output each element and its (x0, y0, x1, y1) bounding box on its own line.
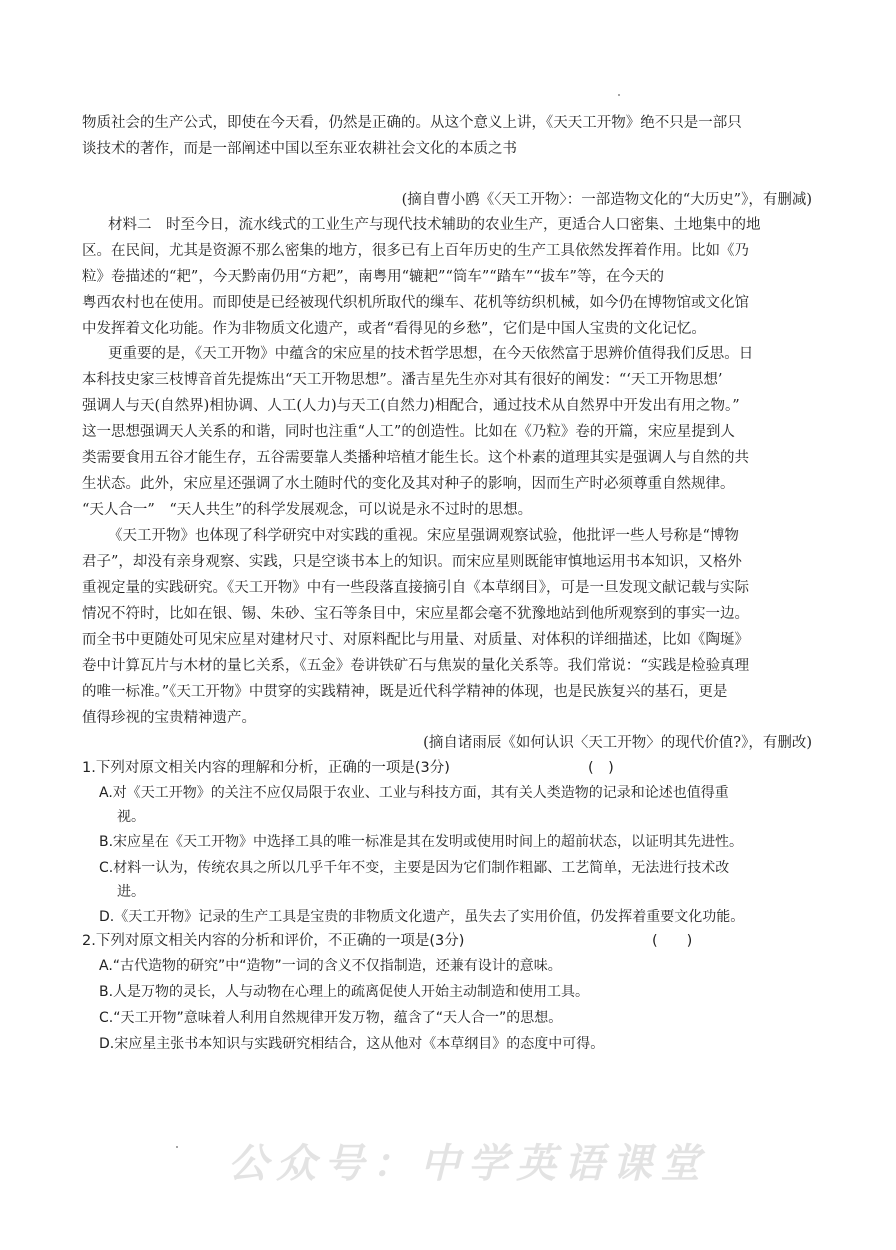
question-2-option-b: B.人是万物的灵长，人与动物在心理上的疏离促使人开始主动制造和使用工具。 (99, 984, 590, 1000)
material2-line-1: 材料二 时至今日，流水线式的工业生产与现代技术辅助的农业生产，更适合人口密集、土地集中的地 (108, 217, 761, 233)
question-2-option-a: A.“古代造物的研究”中“造物”一词的含义不仅指制造，还兼有设计的意味。 (99, 958, 562, 974)
para2-line-5: 类需要食用五谷才能生存，五谷需要靠人类播种培植才能生长。这个朴素的道理其实是强调人与自然的共 (82, 450, 749, 466)
material2-line-3: 粒》卷描述的“耙”，今天黔南仍用“方耙”，南粤用“辘耙”“筒车”“踏车”“拔车”等，在今天的 (82, 269, 664, 285)
para2-line-3: 强调人与天(自然界)相协调、人工(人力)与天工(自然力)相配合，通过技术从自然界中开发出有用之物。” (82, 398, 740, 414)
question-1-answer-blank: ( ) (588, 760, 614, 776)
top-line-1: 物质社会的生产公式，即使在今天看，仍然是正确的。从这个意义上讲，《天天工开物》绝不只是一部只 (82, 115, 742, 131)
question-2-stem: 2.下列对原文相关内容的分析和评价，不正确的一项是(3分) (82, 933, 465, 949)
para3-line-1: 《天工开物》也体现了科学研究中对实践的重视。宋应星强调观察试验，他批评一些人号称是“博物 (108, 528, 739, 544)
material2-line-2: 区。在民间，尤其是资源不那么密集的地方，很多已有上百年历史的生产工具依然发挥着作用。比如《乃 (82, 243, 749, 259)
question-1-option-c-cont: 进。 (117, 884, 145, 900)
material2-line-5: 中发挥着文化功能。作为非物质文化遗产，或者“看得见的乡愁”，它们是中国人宝贵的文化记忆。 (82, 321, 706, 337)
question-2-option-c: C.“天工开物”意味着人利用自然规律开发万物，蕴含了“天人合一”的思想。 (99, 1010, 563, 1026)
para3-line-3: 重视定量的实践研究。《天工开物》中有一些段落直接摘引自《本草纲目》，可是一旦发现文献记载与实际 (82, 580, 749, 596)
para3-line-8: 值得珍视的宝贵精神遗产。 (82, 710, 256, 726)
para3-line-7: 的唯一标准。”《天工开物》中贯穿的实践精神，既是近代科学精神的体现，也是民族复兴的基石，更是 (82, 684, 728, 700)
para2-line-2: 本科技史家三枝博音首先提炼出“天工开物思想”。潘吉星先生亦对其有很好的阐发：“‘天工开物思想’ (82, 372, 723, 388)
material2-line-4: 粤西农村也在使用。而即使是已经被现代织机所取代的缫车、花机等纺织机械，如今仍在博物馆或文化馆 (82, 295, 749, 311)
question-2-option-d: D.宋应星主张书本知识与实践研究相结合，这从他对《本草纲目》的态度中可得。 (99, 1036, 605, 1052)
scan-dot (176, 1146, 178, 1148)
question-1-option-c: C.材料一认为，传统农具之所以几乎千年不变，主要是因为它们制作粗鄙、工艺简单，无法进行技术改 (99, 860, 730, 876)
top-line-2: 谈技术的著作，而是一部阐述中国以至东亚农耕社会文化的本质之书 (82, 141, 517, 157)
question-2-answer-blank: ( ) (652, 933, 693, 949)
para2-line-7: “天人合一” “天人共生”的科学发展观念，可以说是永不过时的思想。 (82, 502, 533, 518)
question-1-option-d: D.《天工开物》记录的生产工具是宝贵的非物质文化遗产，虽失去了实用价值，仍发挥着重要文化功能。 (99, 909, 745, 925)
para2-line-1: 更重要的是，《天工开物》中蕴含的宋应星的技术哲学思想，在今天依然富于思辨价值得我们反思。日 (108, 346, 754, 362)
para3-line-5: 而全书中更随处可见宋应星对建材尺寸、对原料配比与用量、对质量、对体积的详细描述，比如《陶埏》 (82, 632, 749, 648)
source-citation-2: (摘自诸雨辰《如何认识〈天工开物〉的现代价值?》，有删改) (423, 735, 812, 751)
question-1-stem: 1.下列对原文相关内容的理解和分析，正确的一项是(3分) (82, 760, 450, 776)
question-1-option-b: B.宋应星在《天工开物》中选择工具的唯一标准是其在发明或使用时间上的超前状态，以证明其先进性。 (99, 834, 744, 850)
question-1-option-a: A.对《天工开物》的关注不应仅局限于农业、工业与科技方面，其有关人类造物的记录和论述也值得重 (99, 785, 729, 801)
para2-line-6: 生状态。此外，宋应星还强调了水土随时代的变化及其对种子的影响，因而生产时必须尊重自然规律。 (82, 476, 735, 492)
source-citation-1: (摘自曹小鸥《〈天工开物〉：一部造物文化的“大历史”》，有删减) (401, 192, 812, 208)
question-1-option-a-cont: 视。 (117, 809, 145, 825)
para3-line-6: 卷中计算瓦片与木材的量匕关系，《五金》卷讲铁矿石与焦炭的量化关系等。我们常说：“实践是检验真理 (82, 658, 750, 674)
para2-line-4: 这一思想强调天人关系的和谐，同时也注重“人工”的创造性。比如在《乃粒》卷的开篇，宋应星提到人 (82, 424, 735, 440)
scan-dot (618, 94, 620, 96)
para3-line-4: 情况不符时，比如在银、锡、朱砂、宝石等条目中，宋应星都会毫不犹豫地站到他所观察到的事实一边。 (82, 606, 749, 622)
watermark: 公众号：中学英语课堂 (228, 1141, 708, 1187)
para3-line-2: 君子”，却没有亲身观察、实践，只是空谈书本上的知识。而宋应星则既能审慎地运用书本知识，又格外 (82, 554, 742, 570)
